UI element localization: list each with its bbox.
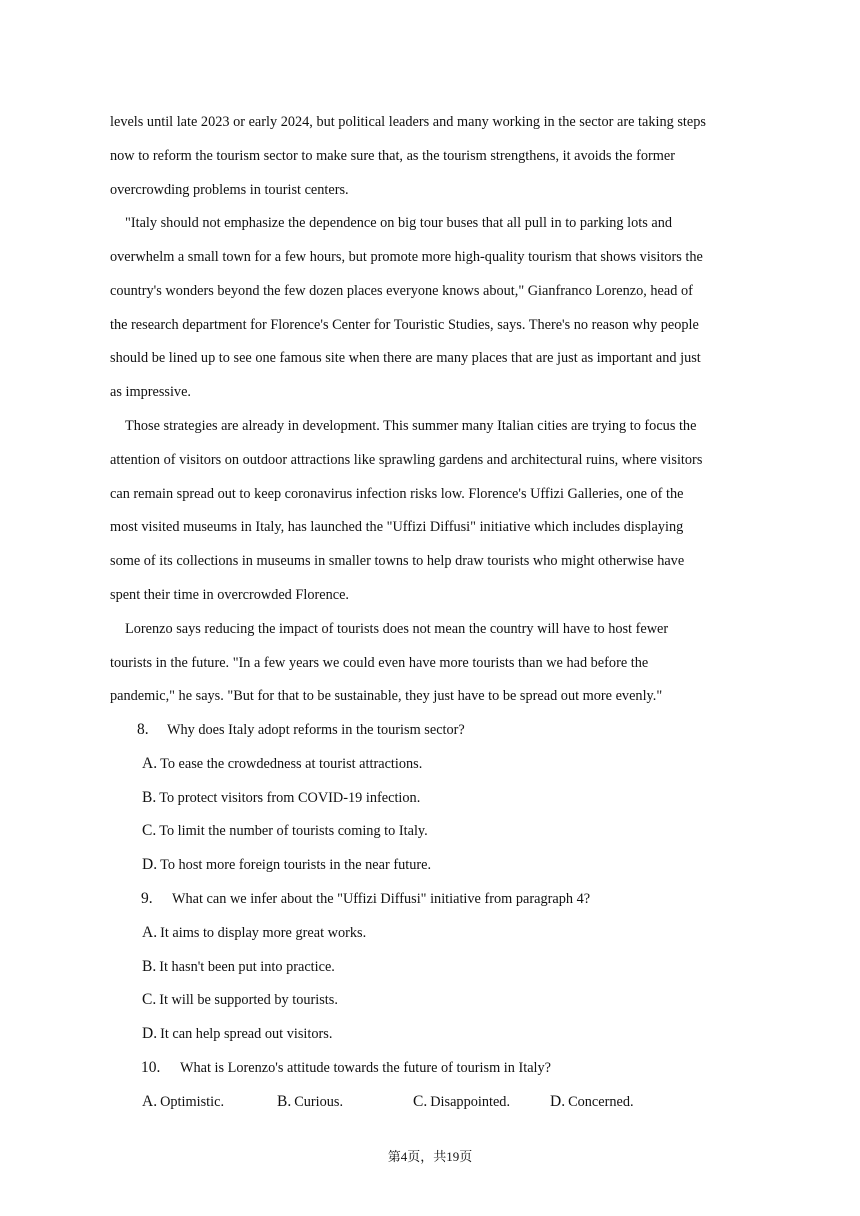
page-footer: 第4页，共19页 [387,1149,473,1164]
passage-line: tourists in the future. "In a few years we could even have more tourists than we had before the [110,655,649,671]
passage-line: overwhelm a small town for a few hours, but promote more high-quality tourism that shows visitors the [110,249,703,265]
option-text: Concerned. [568,1094,634,1110]
question-number: 8. [137,721,149,738]
question-text: What can we infer about the "Uffizi Diffusi" initiative from paragraph 4? [172,891,591,907]
option-letter: B. [142,789,157,806]
option-a[interactable] [142,754,422,774]
passage-line: as impressive. [110,384,191,400]
passage-line: "Italy should not emphasize the dependence on big tour buses that all pull in to parking lots and [125,215,673,231]
option-b[interactable] [142,957,335,977]
option-text: Optimistic. [160,1094,225,1110]
option-d[interactable] [142,855,431,875]
question-text: Why does Italy adopt reforms in the tourism sector? [167,722,465,738]
option-d[interactable] [550,1092,634,1112]
option-letter: B. [142,958,157,975]
option-letter: D. [550,1093,566,1110]
passage-line: Lorenzo says reducing the impact of tourists does not mean the country will have to host fewer [125,621,669,637]
option-c[interactable] [142,821,428,841]
passage-line: most visited museums in Italy, has launched the "Uffizi Diffusi" initiative which includes displaying [110,519,684,535]
passage-line: spent their time in overcrowded Florence. [110,587,349,603]
option-letter: A. [142,755,158,772]
question-text: What is Lorenzo's attitude towards the future of tourism in Italy? [180,1060,552,1076]
option-letter: A. [142,924,158,941]
option-text: To host more foreign tourists in the near future. [160,857,432,873]
option-c[interactable] [142,990,338,1010]
option-text: To ease the crowdedness at tourist attractions. [160,756,423,772]
option-letter: D. [142,856,158,873]
passage-line: some of its collections in museums in smaller towns to help draw tourists who might otherwise have [110,553,685,569]
option-b[interactable] [142,788,420,808]
option-letter: C. [142,991,157,1008]
passage-line: should be lined up to see one famous site when there are many places that are just as important and just [110,350,701,366]
option-b[interactable] [277,1092,343,1112]
passage-line: Those strategies are already in development. This summer many Italian cities are trying to focus the [125,418,697,434]
option-d[interactable] [142,1024,332,1044]
option-letter: B. [277,1093,292,1110]
option-a[interactable] [142,1092,224,1112]
passage-line: now to reform the tourism sector to make sure that, as the tourism strengthens, it avoids the former [110,148,675,164]
question-number: 10. [141,1059,161,1076]
passage-line: levels until late 2023 or early 2024, but political leaders and many working in the sector are taking steps [110,114,706,130]
option-text: It will be supported by tourists. [159,992,338,1008]
passage-line: pandemic," he says. "But for that to be sustainable, they just have to be spread out more evenly." [110,688,663,704]
option-text: Curious. [294,1094,344,1110]
passage-line: attention of visitors on outdoor attractions like sprawling gardens and architectural ruins, where visitors [110,452,703,468]
option-letter: C. [413,1093,428,1110]
option-text: It aims to display more great works. [160,925,367,941]
passage-line: country's wonders beyond the few dozen places everyone knows about," Gianfranco Lorenzo, head of [110,283,693,299]
option-text: It hasn't been put into practice. [159,959,335,975]
passage-line: can remain spread out to keep coronavirus infection risks low. Florence's Uffizi Galleries, one of the [110,486,684,502]
option-letter: C. [142,822,157,839]
option-text: To protect visitors from COVID-19 infection. [159,790,421,806]
passage-line: the research department for Florence's Center for Touristic Studies, says. There's no reason why people [110,317,699,333]
option-letter: A. [142,1093,158,1110]
option-text: To limit the number of tourists coming to Italy. [159,823,428,839]
question-number: 9. [141,890,153,907]
option-text: It can help spread out visitors. [160,1026,333,1042]
option-c[interactable] [413,1092,510,1112]
passage-line: overcrowding problems in tourist centers. [110,182,349,198]
option-a[interactable] [142,923,366,943]
option-letter: D. [142,1025,158,1042]
option-text: Disappointed. [430,1094,511,1110]
